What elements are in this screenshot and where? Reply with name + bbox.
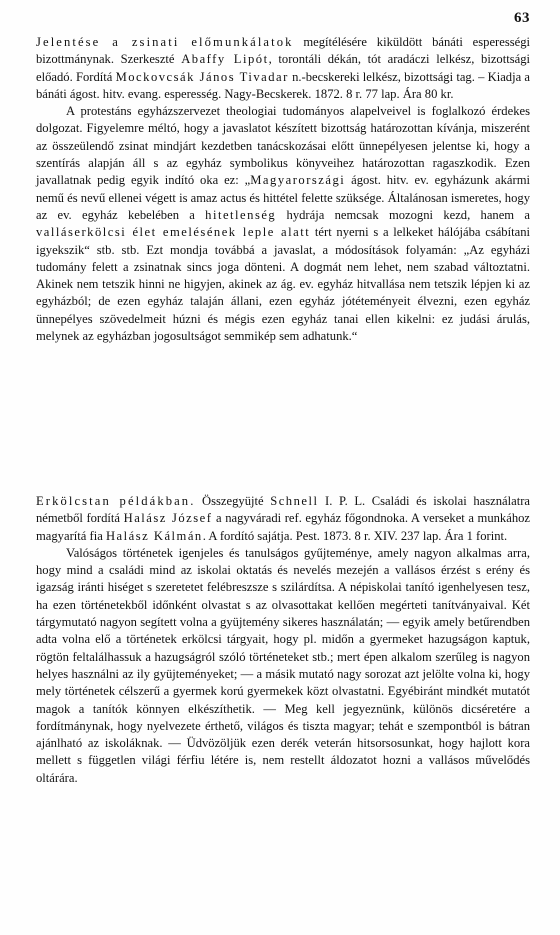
emphasis-hitetlenseg: hitetlenség — [205, 207, 277, 222]
review-body-text: hydrája nemcsak mozogni kezd, hanem a — [276, 207, 530, 222]
review-header-text: Összegyüjté — [195, 494, 271, 508]
review-header-text: I. P. L. Családi és iskolai használatra németből fordítá — [36, 494, 530, 526]
review-header — [36, 34, 530, 103]
review-body-text: tért nyerni s a lelkeket hálójába csábítani igyekszik“ stb. stb. Ezt mondja továbbá a javaslat, a módosítások folyamán: „Az egyházi tudomány felett a zsinatnak sincs joga dönteni. A dogmát nem lehet, nem szabad változtatni. Akinek nem tetszik hinni ne higyjen, akinek az ág. ev. egyház hitvallása nem tetszik lépjen ki az egyházból; de ezen egyház talaján állani, ezen egyház jótéteményeit élvezni, ezen egyház ünnepélyes szövedelmeit húzni és mégis ezen egyház tanai ellen kikelni: ez judási árulás, melynek az egyházban jogosultságot semmikép sem adhatunk.“ — [36, 225, 530, 344]
review-title: Erkölcstan példákban. — [36, 494, 196, 508]
review-body-text: ágost. hitv. ev. egyházunk akármi nemű és nevű ellenei végett is amaz actus és hittétel felette szüksége. Általánosan ismeretes, hogy az ev. egyház kebelében a — [36, 173, 530, 222]
book-review-erkolcstan — [36, 493, 530, 787]
review-title: Jelentése a zsinati előmunkálatok — [36, 35, 294, 49]
author-name: Schnell — [270, 494, 319, 508]
emphasis-magyarorszagi: Magyarországi — [250, 173, 346, 188]
editor-name: Abaffy Lipót — [181, 52, 269, 67]
review-body: Valóságos történetek igenjeles és tanulságos gyűjteménye, amely nagyon alkalmas arra, hogy mind a családi mind az iskolai oktatás és nevelés mezején a vallásos érzést s erény és igazság iránti hiséget s szeretetet felébreszsze s szilárdítsa. A népiskolai tanító igenhelyesen tesz, ha ezen történetekből időnként olvastat s az olvasottakat kellően megérteti tanítványaival. Két tárgymutató nagyon segített volna a gyüjtemény sikeres használatán; — egyik amely betűrendben adta volna elő a történetek erkölcsi tárgyait, hogy pl. midőn a gyermeket hazugságon kaptuk, rögtön feltalálhassuk a hazugságról szóló történeteket stb.; mert épen alkalom szerűleg is nagyon helyes használni az ily gyüjteményeket; — a másik mutató nagy sorozat azt jelölte volna ki, hogy mely történetek célszerű a gyermek korú gyermekek közt olvastatni. Egyébiránt mindkét mutatót magok a tanítók könnyen elkészíthetik. — Meg kell jegyeznünk, különös dicséretére a fordítmánynak, hogy nyelvezete érthető, világos és tiszta magyar; tehát e szempontból is bátran ajánlható az iskoláknak. — Üdvözöljük ezen derék veterán hitsorsosunkat, hogy hajlott kora mellett s független világi férfiu létére is, nem restellt áldozatot hozni a vallásos művelődés oltárára. — [36, 545, 530, 785]
publication-details: n.-becskereki lelkész, bizottsági tag. – Kiadja a bánáti ágost. hitv. evang. esperesség. Nagy-Becskerek. 1872. 8 r. 77 lap. Ára 80 kr. — [36, 69, 531, 101]
translator-name: Mockovcsák János Tivadar — [115, 69, 289, 84]
publication-details: . A fordító sajátja. Pest. 1873. 8 r. XIV. 237 lap. Ára 1 forint. — [202, 528, 508, 543]
emphasis-vallaserkolcsi: valláserkölcsi élet emelésének leple alatt — [36, 225, 311, 240]
editor-description: , torontáli dékán, tót aradáczi lelkész, bizottsági előadó. Fordítá — [36, 52, 530, 84]
review-header-text: a nagyváradi ref. egyház főgondnoka. A verseket a munkához magyarítá fia — [36, 511, 531, 543]
book-review-jelentese — [36, 34, 530, 345]
review-body — [36, 103, 530, 345]
page-number: 63 — [514, 10, 530, 26]
translator-name: Halász József — [123, 511, 213, 526]
review-header — [36, 493, 530, 545]
review-header-text: megítélésére kiküldött bánáti esperességi bizottmánynak. Szerkeszté — [36, 35, 531, 67]
verse-translator-name: Halász Kálmán — [105, 528, 203, 543]
review-body-text: A protestáns egyházszervezet theologiai tudományos alapelveivel is foglalkozó érdekes dolgozat. Figyelemre méltó, hogy a javaslatot készített bizottság határozottan kívánja, miszerént az összeülendő zsinat mindjárt kezdetben tanácskozásai előtt ünnepélyesen jelentse ki, hogy a szentírás alapján áll s az egyház symbolikus könyveihez határozottan ragaszkodik. Ezen javallatnak pedig egyik indító oka ez: „ — [36, 104, 530, 188]
